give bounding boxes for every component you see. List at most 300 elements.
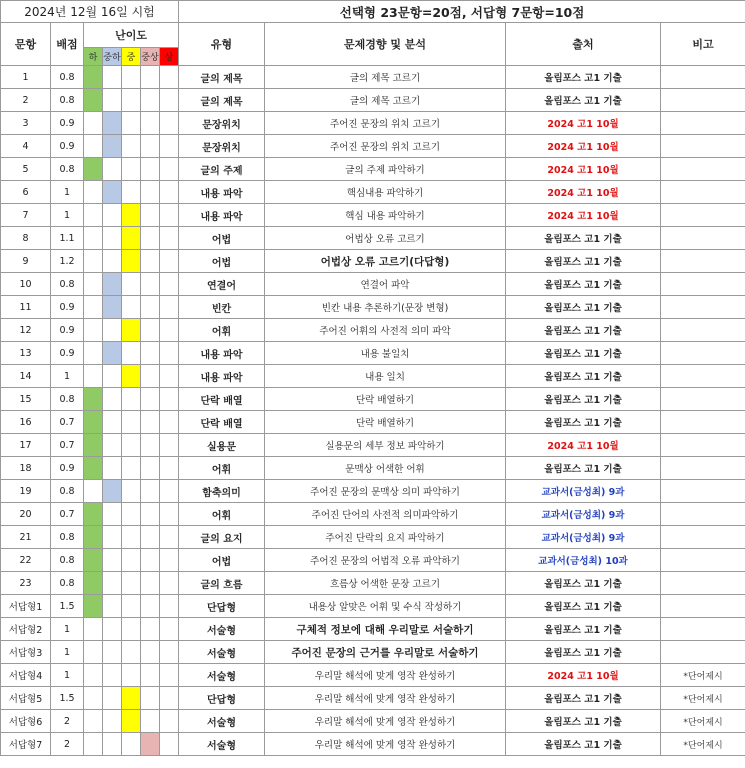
difficulty-cell — [84, 66, 103, 89]
question-description: 단락 배열하기 — [265, 388, 506, 411]
difficulty-cell — [103, 503, 122, 526]
exam-date: 2024년 12월 16일 시험 — [1, 1, 179, 23]
question-description: 주어진 문장의 위치 고르기 — [265, 112, 506, 135]
question-score: 0.9 — [51, 112, 84, 135]
difficulty-cell — [160, 388, 179, 411]
question-note — [661, 503, 745, 526]
difficulty-cell — [103, 135, 122, 158]
difficulty-cell — [160, 549, 179, 572]
difficulty-cell — [103, 319, 122, 342]
difficulty-cell — [84, 480, 103, 503]
question-source: 올림포스 고1 기출 — [506, 273, 661, 296]
difficulty-cell — [122, 66, 141, 89]
difficulty-cell — [141, 296, 160, 319]
question-score: 0.7 — [51, 411, 84, 434]
question-note — [661, 273, 745, 296]
question-score: 2 — [51, 733, 84, 756]
question-note — [661, 296, 745, 319]
question-score: 1 — [51, 204, 84, 227]
question-description: 주어진 단어의 사전적 의미파악하기 — [265, 503, 506, 526]
difficulty-cell — [84, 89, 103, 112]
question-description: 우리말 해석에 맞게 영작 완성하기 — [265, 687, 506, 710]
question-note — [661, 526, 745, 549]
question-score: 0.8 — [51, 526, 84, 549]
question-source: 올림포스 고1 기출 — [506, 572, 661, 595]
question-score: 1 — [51, 641, 84, 664]
table-row — [1, 89, 745, 112]
question-number: 12 — [1, 319, 51, 342]
difficulty-cell — [160, 342, 179, 365]
question-number: 9 — [1, 250, 51, 273]
question-number: 11 — [1, 296, 51, 319]
question-description: 어법상 오류 고르기 — [265, 227, 506, 250]
question-type: 내용 파악 — [179, 365, 265, 388]
difficulty-cell — [141, 135, 160, 158]
difficulty-cell — [103, 66, 122, 89]
question-source: 올림포스 고1 기출 — [506, 250, 661, 273]
level-jungha-label: 중하 — [103, 47, 122, 65]
difficulty-cell — [141, 181, 160, 204]
difficulty-cell — [84, 227, 103, 250]
question-score: 0.8 — [51, 549, 84, 572]
header-type: 유형 — [179, 23, 265, 66]
difficulty-cell — [141, 526, 160, 549]
difficulty-cell — [141, 365, 160, 388]
difficulty-cell — [122, 687, 141, 710]
difficulty-cell — [160, 664, 179, 687]
question-type: 실용문 — [179, 434, 265, 457]
difficulty-cell — [103, 526, 122, 549]
difficulty-cell — [122, 733, 141, 756]
difficulty-cell — [84, 641, 103, 664]
difficulty-cell — [141, 618, 160, 641]
difficulty-cell — [84, 319, 103, 342]
level-jung-label: 중 — [122, 47, 141, 65]
table-row — [1, 388, 745, 411]
question-note — [661, 319, 745, 342]
difficulty-cell — [84, 250, 103, 273]
difficulty-cell — [103, 434, 122, 457]
question-description: 문맥상 어색한 어휘 — [265, 457, 506, 480]
question-source: 2024 고1 10월 — [506, 112, 661, 135]
table-row — [1, 365, 745, 388]
difficulty-cell — [122, 457, 141, 480]
difficulty-cell — [103, 687, 122, 710]
difficulty-cell — [141, 89, 160, 112]
difficulty-cell — [84, 687, 103, 710]
difficulty-cell — [160, 641, 179, 664]
question-note — [661, 434, 745, 457]
question-note: *단어제시 — [661, 687, 745, 710]
difficulty-cell — [122, 227, 141, 250]
question-source: 올림포스 고1 기출 — [506, 66, 661, 89]
question-number: 3 — [1, 112, 51, 135]
question-description: 단락 배열하기 — [265, 411, 506, 434]
question-score: 0.8 — [51, 388, 84, 411]
question-score: 0.7 — [51, 503, 84, 526]
table-row — [1, 480, 745, 503]
question-score: 1.5 — [51, 595, 84, 618]
question-score: 0.9 — [51, 319, 84, 342]
difficulty-cell — [84, 733, 103, 756]
question-type: 함축의미 — [179, 480, 265, 503]
difficulty-cell — [160, 204, 179, 227]
question-source: 올림포스 고1 기출 — [506, 89, 661, 112]
table-row — [1, 641, 745, 664]
question-number: 6 — [1, 181, 51, 204]
question-score: 1 — [51, 181, 84, 204]
difficulty-cell — [103, 710, 122, 733]
difficulty-cell — [103, 342, 122, 365]
table-row — [1, 457, 745, 480]
question-note — [661, 250, 745, 273]
question-score: 1 — [51, 664, 84, 687]
difficulty-cell — [122, 618, 141, 641]
table-row — [1, 411, 745, 434]
difficulty-cell — [160, 250, 179, 273]
table-row — [1, 319, 745, 342]
question-type: 서술형 — [179, 618, 265, 641]
difficulty-cell — [160, 618, 179, 641]
difficulty-cell — [122, 710, 141, 733]
question-note — [661, 342, 745, 365]
question-source: 올림포스 고1 기출 — [506, 388, 661, 411]
table-row — [1, 549, 745, 572]
question-source: 올림포스 고1 기출 — [506, 319, 661, 342]
question-source: 올림포스 고1 기출 — [506, 641, 661, 664]
difficulty-cell — [103, 112, 122, 135]
difficulty-cell — [122, 296, 141, 319]
difficulty-cell — [141, 434, 160, 457]
difficulty-cell — [103, 618, 122, 641]
question-type: 글의 제목 — [179, 66, 265, 89]
difficulty-cell — [160, 480, 179, 503]
question-source: 2024 고1 10월 — [506, 664, 661, 687]
difficulty-cell — [160, 411, 179, 434]
difficulty-cell — [141, 158, 160, 181]
difficulty-cell — [122, 365, 141, 388]
question-type: 서술형 — [179, 733, 265, 756]
exam-info: 선택형 23문항=20점, 서답형 7문항=10점 — [179, 1, 745, 23]
question-source: 올림포스 고1 기출 — [506, 710, 661, 733]
question-note: *단어제시 — [661, 710, 745, 733]
question-description: 주어진 문장의 위치 고르기 — [265, 135, 506, 158]
question-source: 올림포스 고1 기출 — [506, 595, 661, 618]
difficulty-cell — [122, 526, 141, 549]
question-type: 어법 — [179, 250, 265, 273]
difficulty-cell — [141, 250, 160, 273]
question-number: 8 — [1, 227, 51, 250]
difficulty-cell — [84, 342, 103, 365]
difficulty-cell — [103, 641, 122, 664]
difficulty-cell — [141, 66, 160, 89]
difficulty-cell — [103, 549, 122, 572]
question-number: 23 — [1, 572, 51, 595]
question-source: 2024 고1 10월 — [506, 135, 661, 158]
table-row — [1, 595, 745, 618]
question-note — [661, 595, 745, 618]
difficulty-cell — [103, 273, 122, 296]
difficulty-cell — [160, 273, 179, 296]
question-score: 0.8 — [51, 89, 84, 112]
level-jungsang-label: 중상 — [141, 47, 160, 65]
question-number: 서답형4 — [1, 664, 51, 687]
question-type: 연결어 — [179, 273, 265, 296]
question-number: 16 — [1, 411, 51, 434]
question-number: 14 — [1, 365, 51, 388]
table-row — [1, 296, 745, 319]
difficulty-cell — [160, 365, 179, 388]
difficulty-cell — [160, 112, 179, 135]
difficulty-cell — [103, 365, 122, 388]
table-row — [1, 112, 745, 135]
question-type: 어법 — [179, 227, 265, 250]
question-description: 실용문의 세부 정보 파악하기 — [265, 434, 506, 457]
question-description: 우리말 해석에 맞게 영작 완성하기 — [265, 710, 506, 733]
difficulty-cell — [122, 89, 141, 112]
difficulty-cell — [84, 365, 103, 388]
question-number: 2 — [1, 89, 51, 112]
table-row — [1, 158, 745, 181]
difficulty-cell — [84, 434, 103, 457]
difficulty-cell — [141, 319, 160, 342]
difficulty-cell — [141, 664, 160, 687]
question-note — [661, 181, 745, 204]
difficulty-cell — [122, 664, 141, 687]
header-source: 출처 — [506, 23, 661, 66]
question-type: 단답형 — [179, 595, 265, 618]
difficulty-cell — [160, 457, 179, 480]
question-note — [661, 411, 745, 434]
question-source: 올림포스 고1 기출 — [506, 227, 661, 250]
difficulty-cell — [122, 319, 141, 342]
question-source: 교과서(금성최) 9과 — [506, 480, 661, 503]
question-number: 7 — [1, 204, 51, 227]
difficulty-cell — [84, 411, 103, 434]
question-note — [661, 641, 745, 664]
difficulty-cell — [122, 411, 141, 434]
question-score: 1.5 — [51, 687, 84, 710]
table-row — [1, 733, 745, 756]
table-row — [1, 250, 745, 273]
header-score: 배점 — [51, 23, 84, 66]
difficulty-cell — [84, 618, 103, 641]
difficulty-cell — [141, 342, 160, 365]
header-difficulty: 난이도 — [84, 23, 179, 48]
difficulty-cell — [160, 296, 179, 319]
difficulty-cell — [103, 733, 122, 756]
question-number: 17 — [1, 434, 51, 457]
table-row — [1, 227, 745, 250]
question-type: 서술형 — [179, 710, 265, 733]
difficulty-cell — [160, 89, 179, 112]
question-type: 어휘 — [179, 319, 265, 342]
header-note: 비고 — [661, 23, 745, 66]
question-note — [661, 66, 745, 89]
difficulty-cell — [141, 503, 160, 526]
table-row — [1, 135, 745, 158]
difficulty-cell — [141, 204, 160, 227]
question-note — [661, 572, 745, 595]
table-row — [1, 572, 745, 595]
question-number: 15 — [1, 388, 51, 411]
difficulty-cell — [84, 181, 103, 204]
question-note — [661, 365, 745, 388]
difficulty-cell — [122, 641, 141, 664]
difficulty-cell — [122, 250, 141, 273]
question-description: 주어진 문장의 어법적 오류 파악하기 — [265, 549, 506, 572]
question-type: 서술형 — [179, 664, 265, 687]
question-type: 빈칸 — [179, 296, 265, 319]
difficulty-cell — [141, 411, 160, 434]
level-sang-label: 상 — [160, 47, 179, 65]
question-number: 4 — [1, 135, 51, 158]
difficulty-cell — [141, 227, 160, 250]
question-source: 교과서(금성최) 10과 — [506, 549, 661, 572]
difficulty-cell — [84, 549, 103, 572]
difficulty-cell — [160, 503, 179, 526]
question-score: 0.8 — [51, 273, 84, 296]
difficulty-cell — [122, 135, 141, 158]
difficulty-cell — [84, 664, 103, 687]
table-row — [1, 710, 745, 733]
question-source: 올림포스 고1 기출 — [506, 296, 661, 319]
difficulty-cell — [122, 595, 141, 618]
question-note — [661, 388, 745, 411]
question-score: 0.9 — [51, 296, 84, 319]
difficulty-cell — [103, 158, 122, 181]
table-row — [1, 66, 745, 89]
difficulty-cell — [160, 181, 179, 204]
difficulty-cell — [160, 158, 179, 181]
difficulty-cell — [122, 388, 141, 411]
difficulty-cell — [84, 273, 103, 296]
difficulty-cell — [122, 503, 141, 526]
table-row — [1, 342, 745, 365]
difficulty-cell — [160, 135, 179, 158]
question-score: 1.2 — [51, 250, 84, 273]
question-source: 올림포스 고1 기출 — [506, 365, 661, 388]
question-number: 19 — [1, 480, 51, 503]
difficulty-cell — [103, 595, 122, 618]
question-note — [661, 158, 745, 181]
question-source: 2024 고1 10월 — [506, 204, 661, 227]
question-source: 교과서(금성최) 9과 — [506, 503, 661, 526]
question-type: 문장위치 — [179, 135, 265, 158]
difficulty-cell — [103, 411, 122, 434]
question-number: 서답형3 — [1, 641, 51, 664]
question-type: 내용 파악 — [179, 204, 265, 227]
difficulty-cell — [84, 296, 103, 319]
question-number: 서답형5 — [1, 687, 51, 710]
question-number: 5 — [1, 158, 51, 181]
difficulty-cell — [84, 503, 103, 526]
difficulty-cell — [84, 158, 103, 181]
question-description: 글의 제목 고르기 — [265, 89, 506, 112]
question-type: 단답형 — [179, 687, 265, 710]
question-type: 내용 파악 — [179, 342, 265, 365]
difficulty-cell — [103, 572, 122, 595]
difficulty-cell — [122, 480, 141, 503]
difficulty-cell — [84, 112, 103, 135]
question-score: 0.7 — [51, 434, 84, 457]
question-score: 0.8 — [51, 66, 84, 89]
question-score: 0.9 — [51, 342, 84, 365]
difficulty-cell — [103, 388, 122, 411]
difficulty-cell — [84, 595, 103, 618]
difficulty-cell — [84, 572, 103, 595]
question-description: 핵심내용 파악하기 — [265, 181, 506, 204]
difficulty-cell — [160, 434, 179, 457]
question-score: 1 — [51, 618, 84, 641]
question-type: 글의 요지 — [179, 526, 265, 549]
difficulty-cell — [160, 66, 179, 89]
difficulty-cell — [84, 457, 103, 480]
difficulty-cell — [141, 572, 160, 595]
question-description: 주어진 문장의 문맥상 의미 파악하기 — [265, 480, 506, 503]
difficulty-cell — [160, 526, 179, 549]
difficulty-cell — [103, 296, 122, 319]
level-ha-label: 하 — [84, 47, 103, 65]
question-number: 서답형7 — [1, 733, 51, 756]
question-description: 구체적 정보에 대해 우리말로 서술하기 — [265, 618, 506, 641]
question-note: *단어제시 — [661, 733, 745, 756]
question-source: 올림포스 고1 기출 — [506, 411, 661, 434]
table-row — [1, 181, 745, 204]
question-description: 연결어 파악 — [265, 273, 506, 296]
difficulty-cell — [103, 227, 122, 250]
table-row — [1, 273, 745, 296]
question-note — [661, 227, 745, 250]
question-note — [661, 112, 745, 135]
question-source: 2024 고1 10월 — [506, 434, 661, 457]
difficulty-cell — [84, 204, 103, 227]
difficulty-cell — [141, 480, 160, 503]
difficulty-cell — [122, 342, 141, 365]
question-score: 1 — [51, 365, 84, 388]
table-row — [1, 664, 745, 687]
question-score: 0.9 — [51, 457, 84, 480]
question-description: 주어진 문장의 근거를 우리말로 서술하기 — [265, 641, 506, 664]
question-number: 18 — [1, 457, 51, 480]
difficulty-cell — [141, 112, 160, 135]
question-source: 올림포스 고1 기출 — [506, 733, 661, 756]
table-row — [1, 526, 745, 549]
header-desc: 문제경향 및 분석 — [265, 23, 506, 66]
difficulty-cell — [141, 595, 160, 618]
table-row — [1, 434, 745, 457]
difficulty-cell — [122, 549, 141, 572]
question-description: 주어진 단락의 요지 파악하기 — [265, 526, 506, 549]
question-note — [661, 89, 745, 112]
difficulty-cell — [141, 549, 160, 572]
question-number: 10 — [1, 273, 51, 296]
question-description: 내용 불일치 — [265, 342, 506, 365]
question-score: 0.8 — [51, 158, 84, 181]
question-type: 단락 배열 — [179, 388, 265, 411]
difficulty-cell — [84, 388, 103, 411]
difficulty-cell — [141, 687, 160, 710]
question-description: 우리말 해석에 맞게 영작 완성하기 — [265, 733, 506, 756]
question-type: 단락 배열 — [179, 411, 265, 434]
header-num: 문항 — [1, 23, 51, 66]
question-type: 글의 제목 — [179, 89, 265, 112]
question-note — [661, 618, 745, 641]
difficulty-cell — [160, 710, 179, 733]
difficulty-cell — [160, 319, 179, 342]
question-number: 서답형6 — [1, 710, 51, 733]
question-description: 핵심 내용 파악하기 — [265, 204, 506, 227]
